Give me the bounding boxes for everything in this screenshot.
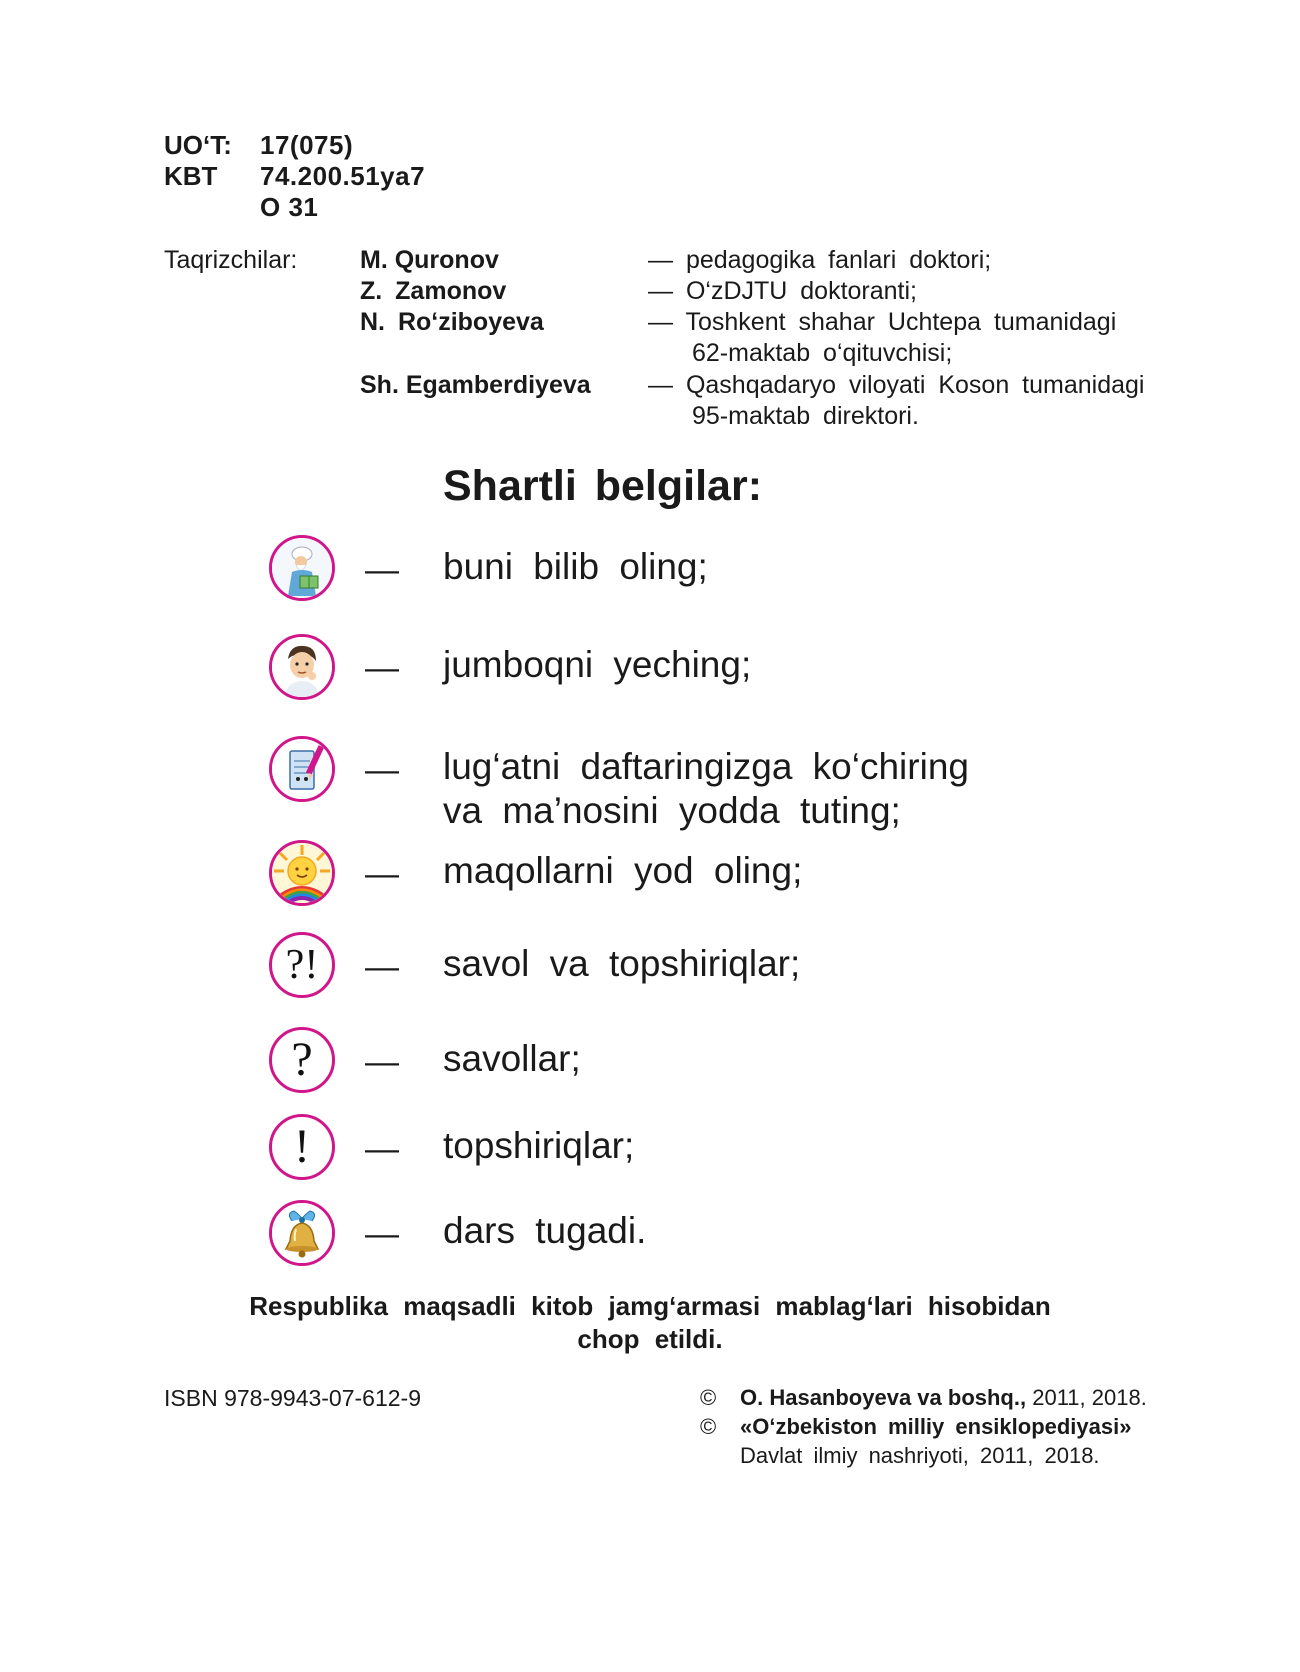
legend-text: dars tugadi.: [443, 1210, 647, 1251]
scholar-reading-icon: [269, 535, 335, 601]
legend-text: buni bilib oling;: [443, 546, 708, 587]
legend-text: lug‘atni daftaringizga ko‘chiring: [443, 746, 969, 787]
reviewer-name: Sh. Egamberdiyeva: [360, 371, 591, 399]
copyright-publisher-detail: Davlat ilmiy nashriyoti, 2011, 2018.: [740, 1443, 1100, 1468]
reviewer-name: N. Ro‘ziboyeva: [360, 308, 544, 336]
question-mark-glyph: ?: [291, 1033, 313, 1086]
uot-label: UO‘T:: [164, 130, 232, 160]
funding-note-line1: Respublika maqsadli kitob jamg‘armasi mablag‘lari hisobidan: [249, 1291, 1051, 1321]
question-exclamation-glyph: ?!: [285, 942, 319, 988]
legend-dash: —: [365, 855, 399, 893]
legend-title: Shartli belgilar:: [443, 462, 763, 510]
copyright-symbol: ©: [700, 1414, 717, 1439]
legend-dash: —: [365, 1043, 399, 1081]
bell-icon: [269, 1200, 335, 1266]
reviewers-label: Taqrizchilar:: [164, 246, 298, 274]
reviewer-role-continuation: 95-maktab direktori.: [692, 402, 919, 430]
legend-text: maqollarni yod oling;: [443, 850, 803, 891]
legend-text-continuation: va ma’nosini yodda tuting;: [443, 790, 901, 831]
copyright-line1: [740, 1383, 1147, 1412]
thinking-boy-icon: [269, 634, 335, 700]
legend-text: savol va topshiriqlar;: [443, 943, 801, 984]
legend-text: jumboqni yeching;: [443, 644, 752, 685]
exclamation-mark-glyph: !: [294, 1120, 310, 1173]
legend-text: savollar;: [443, 1038, 581, 1079]
copyright-symbol: ©: [700, 1385, 717, 1410]
legend-dash: —: [365, 649, 399, 687]
reviewer-role: — Qashqadaryo viloyati Koson tumanidagi: [648, 371, 1145, 399]
copyright-years: 2011, 2018.: [1026, 1385, 1147, 1410]
copyright-publisher: «O‘zbekiston milliy ensiklopediyasi»: [740, 1414, 1132, 1439]
reviewer-name: Z. Zamonov: [360, 277, 507, 305]
reviewer-role-continuation: 62-maktab o‘qituvchisi;: [692, 339, 953, 367]
legend-dash: —: [365, 948, 399, 986]
funding-note-line2: chop etildi.: [577, 1324, 723, 1354]
legend-dash: —: [365, 551, 399, 589]
kbt-value: 74.200.51ya7: [260, 161, 426, 191]
question-mark-icon: [269, 1027, 335, 1093]
legend-dash: —: [365, 751, 399, 789]
exclamation-mark-icon: [269, 1114, 335, 1180]
sun-rainbow-icon: [269, 840, 335, 906]
reviewer-role: — O‘zDJTU doktoranti;: [648, 277, 918, 305]
author-mark: O 31: [260, 192, 319, 222]
reviewer-role: — pedagogika fanlari doktori;: [648, 246, 992, 274]
reviewer-name: M. Quronov: [360, 246, 499, 274]
legend-dash: —: [365, 1130, 399, 1168]
reviewer-role: — Toshkent shahar Uchtepa tumanidagi: [648, 308, 1117, 336]
legend-text: topshiriqlar;: [443, 1125, 635, 1166]
kbt-label: KBT: [164, 161, 218, 191]
legend-dash: —: [365, 1215, 399, 1253]
uot-value: 17(075): [260, 130, 354, 160]
isbn: ISBN 978-9943-07-612-9: [164, 1385, 421, 1411]
question-exclamation-icon: [269, 932, 335, 998]
copyright-authors: O. Hasanboyeva va boshq.,: [740, 1385, 1027, 1410]
notebook-pencil-icon: [269, 736, 335, 802]
